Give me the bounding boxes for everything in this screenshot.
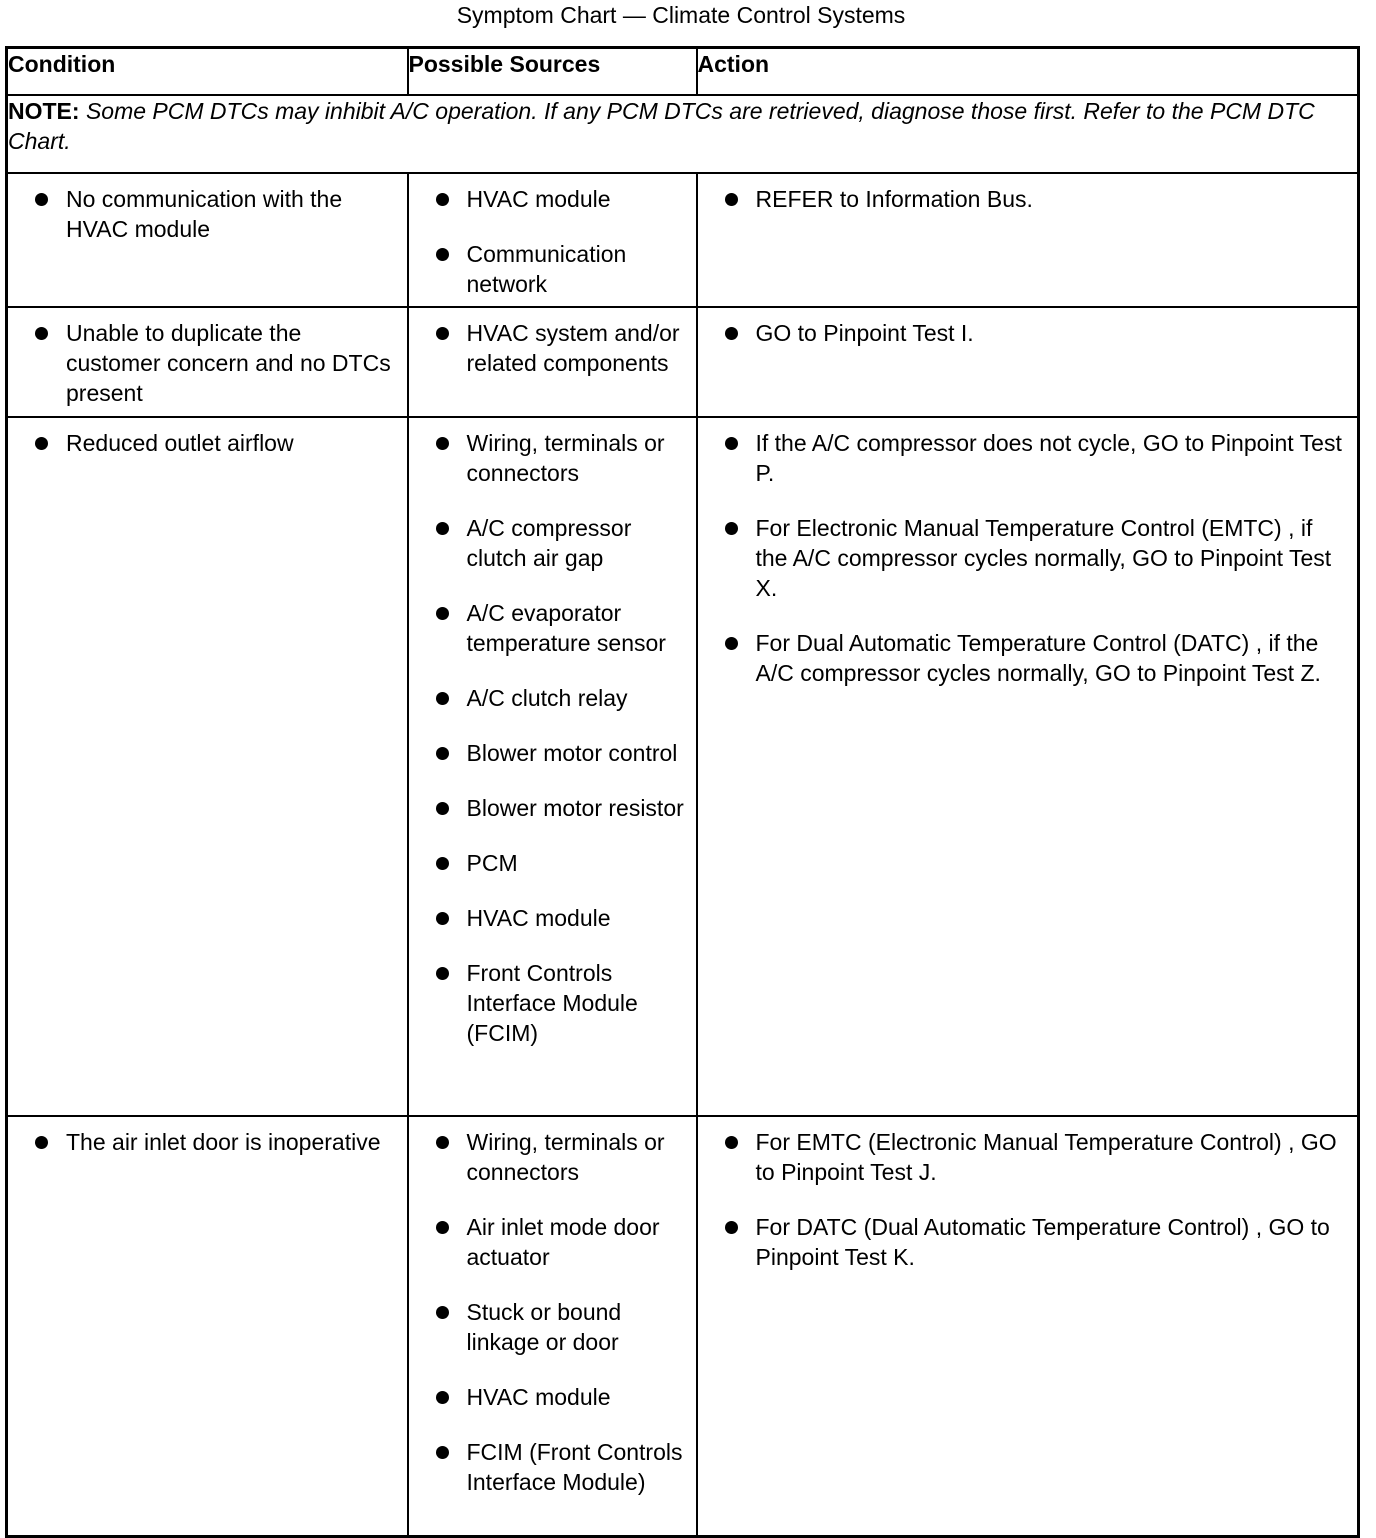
note-row (7, 95, 1359, 173)
table-row (7, 417, 1359, 1116)
list-item (698, 428, 1350, 488)
list-item (698, 1212, 1350, 1272)
list-item (409, 184, 688, 214)
sources-cell (408, 1116, 697, 1537)
table-row (7, 307, 1359, 417)
bullet-icon (436, 522, 449, 535)
list-item (409, 318, 688, 378)
list-item (409, 1382, 688, 1412)
bullet-icon (436, 802, 449, 815)
action-text: For DATC (Dual Automatic Temperature Control) , GO to Pinpoint Test K. (755, 1213, 1330, 1270)
source-text: A/C clutch relay (466, 684, 628, 711)
bullet-icon (35, 1136, 48, 1149)
source-text: A/C evaporator temperature sensor (466, 599, 666, 656)
header-condition: Condition (7, 48, 408, 95)
list-item (409, 793, 688, 823)
source-text: Blower motor resistor (466, 794, 684, 821)
source-text: Stuck or bound linkage or door (466, 1298, 622, 1355)
source-text: Communication network (466, 240, 627, 297)
source-text: Air inlet mode door actuator (466, 1213, 660, 1270)
list-item (698, 184, 1350, 214)
source-text: Blower motor control (466, 739, 678, 766)
bullet-icon (725, 1221, 738, 1234)
list-item (409, 738, 688, 768)
note-label: NOTE: (8, 97, 80, 124)
bullet-icon (436, 1221, 449, 1234)
bullet-icon (436, 967, 449, 980)
action-cell (697, 1116, 1359, 1537)
table-row (7, 1116, 1359, 1537)
action-text: For Dual Automatic Temperature Control (DATC) , if the A/C compressor cycles normally, GO to Pinpoint Test Z. (755, 629, 1321, 686)
list-item (698, 628, 1350, 688)
bullet-icon (436, 1446, 449, 1459)
note-text: Some PCM DTCs may inhibit A/C operation. If any PCM DTCs are retrieved, diagnose those first. Refer to the PCM DTC Chart. (8, 97, 1315, 154)
bullet-icon (436, 1136, 449, 1149)
bullet-icon (436, 857, 449, 870)
bullet-icon (436, 1391, 449, 1404)
source-text: A/C compressor clutch air gap (466, 514, 632, 571)
source-text: PCM (466, 849, 518, 876)
action-text: GO to Pinpoint Test I. (755, 319, 974, 346)
bullet-icon (436, 747, 449, 760)
source-text: Wiring, terminals or connectors (466, 1128, 665, 1185)
header-action: Action (697, 48, 1359, 95)
bullet-icon (35, 193, 48, 206)
bullet-icon (436, 248, 449, 261)
page-title: Symptom Chart — Climate Control Systems (456, 2, 906, 28)
bullet-icon (436, 437, 449, 450)
condition-cell (7, 307, 408, 417)
source-text: FCIM (Front Controls Interface Module) (466, 1438, 683, 1495)
bullet-icon (436, 692, 449, 705)
bullet-icon (725, 637, 738, 650)
list-item (698, 318, 1350, 348)
list-item (8, 318, 399, 408)
list-item (409, 848, 688, 878)
symptom-chart-table (5, 46, 1360, 1538)
sources-cell (408, 307, 697, 417)
bullet-icon (725, 437, 738, 450)
bullet-icon (725, 1136, 738, 1149)
bullet-icon (725, 522, 738, 535)
list-item (409, 1297, 688, 1357)
list-item (409, 903, 688, 933)
list-item (409, 683, 688, 713)
bullet-icon (725, 193, 738, 206)
action-text: REFER to Information Bus. (755, 185, 1033, 212)
bullet-icon (725, 327, 738, 340)
condition-cell (7, 173, 408, 307)
action-text: If the A/C compressor does not cycle, GO to Pinpoint Test P. (755, 429, 1342, 486)
source-text: HVAC system and/or related components (466, 319, 680, 376)
list-item (698, 513, 1350, 603)
sources-cell (408, 173, 697, 307)
bullet-icon (35, 437, 48, 450)
note-cell (7, 95, 1359, 173)
bullet-icon (35, 327, 48, 340)
condition-cell (7, 417, 408, 1116)
source-text: HVAC module (466, 904, 611, 931)
condition-text: No communication with the HVAC module (66, 185, 343, 242)
condition-cell (7, 1116, 408, 1537)
list-item (409, 1437, 688, 1497)
header-row (7, 48, 1359, 95)
bullet-icon (436, 607, 449, 620)
action-text: For EMTC (Electronic Manual Temperature Control) , GO to Pinpoint Test J. (755, 1128, 1337, 1185)
list-item (698, 1127, 1350, 1187)
source-text: Wiring, terminals or connectors (466, 429, 665, 486)
list-item (8, 184, 399, 244)
list-item (8, 1127, 399, 1157)
list-item (8, 428, 399, 458)
list-item (409, 1127, 688, 1187)
sources-cell (408, 417, 697, 1116)
action-cell (697, 417, 1359, 1116)
list-item (409, 239, 688, 299)
action-cell (697, 307, 1359, 417)
list-item (409, 1212, 688, 1272)
header-possible-sources: Possible Sources (408, 48, 697, 95)
bullet-icon (436, 912, 449, 925)
bullet-icon (436, 327, 449, 340)
source-text: HVAC module (466, 185, 611, 212)
list-item (409, 598, 688, 658)
table-row (7, 173, 1359, 307)
source-text: Front Controls Interface Module (FCIM) (466, 959, 638, 1046)
condition-text: The air inlet door is inoperative (66, 1128, 381, 1155)
action-cell (697, 173, 1359, 307)
source-text: HVAC module (466, 1383, 611, 1410)
bullet-icon (436, 1306, 449, 1319)
list-item (409, 958, 688, 1048)
list-item (409, 513, 688, 573)
condition-text: Reduced outlet airflow (66, 429, 294, 456)
list-item (409, 428, 688, 488)
bullet-icon (436, 193, 449, 206)
condition-text: Unable to duplicate the customer concern and no DTCs present (66, 319, 391, 406)
action-text: For Electronic Manual Temperature Control (EMTC) , if the A/C compressor cycles normally, GO to Pinpoint Test X. (755, 514, 1332, 601)
